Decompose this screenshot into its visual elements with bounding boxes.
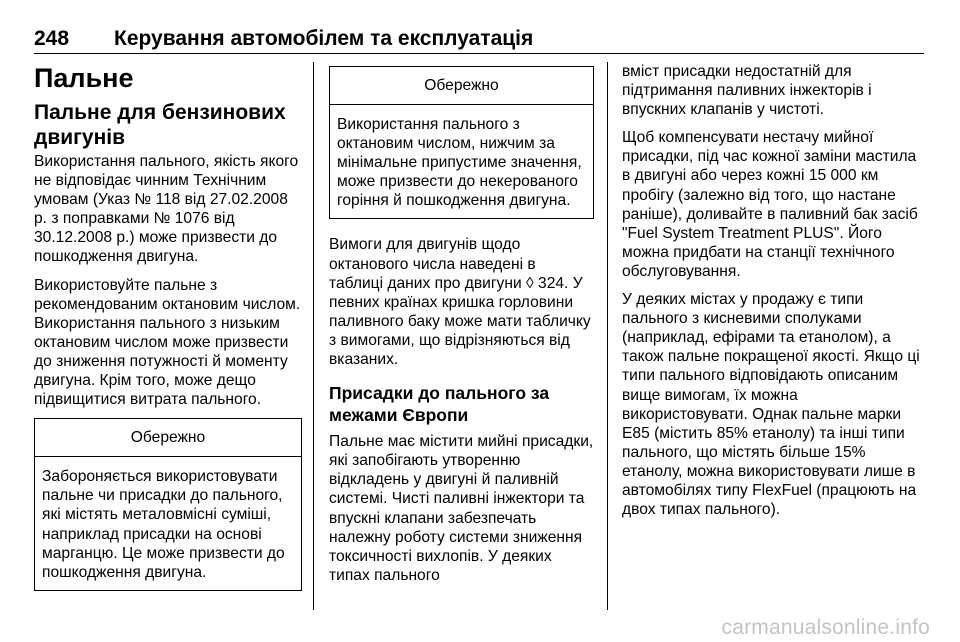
column-divider-2 xyxy=(607,62,608,610)
subsection-title-petrol: Пальне для бензинових двигунів xyxy=(34,101,286,149)
section-title: Пальне xyxy=(34,63,134,93)
caution-title: Обережно xyxy=(424,77,499,94)
caution-text: Забороняється використовувати пальне чи присадки до пального, які містять металовмісні суміші, наприклад присадки на основі марганцю. Це може призвести до пошкодження двигуна. xyxy=(42,468,285,581)
caution-title: Обережно xyxy=(130,429,206,447)
watermark: carmanualsonline.info xyxy=(721,616,930,639)
page-number: 248 xyxy=(34,27,70,50)
column-2 xyxy=(329,62,594,594)
column-1 xyxy=(34,62,302,591)
subsection-title-additives: Присадки до пального за межами Європи xyxy=(329,383,550,426)
page-header xyxy=(34,22,924,56)
column-divider-1 xyxy=(313,62,314,610)
caution-box xyxy=(34,418,302,591)
header-rule xyxy=(34,53,924,54)
paragraph: Використання пального, якість якого не відповідає чинним Технічним умовам (Указ № 118 від 27.02.2008 р. з поправками № 1076 від 30.12.2008 р.) може призвести до пошкодження двигуна. xyxy=(34,153,299,266)
paragraph: Пальне має містити мийні присадки, які запобігають утворенню відкладень у двигуні й паливній системі. Чисті паливні інжектори та впускні клапани забезпечать належну роботу системи зниження токсичності вихлопів. У деяких типах пального xyxy=(329,433,594,584)
chapter-title: Керування автомобілем та експлуатація xyxy=(114,27,534,50)
paragraph: Щоб компенсувати нестачу мийної присадки, під час кожної заміни мастила в двигуні або через кожні 15 000 км пробігу (залежно від того, що настане раніше), доливайте в паливний бак засіб "Fuel System Treatment PLUS". Його можна придбати на станції технічного обслуговування. xyxy=(622,129,918,280)
caution-box xyxy=(329,66,594,219)
paragraph: Використовуйте пальне з рекомендованим октановим числом. Використання пального з низьким октановим числом може призвести до зниження потужності й моменту двигуна. Крім того, може дещо підвищитися витрата пального. xyxy=(34,276,301,409)
caution-text: Використання пального з октановим числом, нижчим за мінімальне припустиме значення, може призвести до некерованого горіння й пошкодження двигуна. xyxy=(337,116,582,210)
paragraph: Вимоги для двигунів щодо октанового числа наведені в таблиці даних про двигуни ◊ 324. У певних країнах кришка горловини паливного баку може мати табличку з вимогами, що відрізняються від вказаних. xyxy=(329,236,591,369)
column-3 xyxy=(622,62,922,528)
paragraph: вміст присадки недостатній для підтримання паливних інжекторів і впускних клапанів у чистоті. xyxy=(622,63,872,119)
paragraph: У деяких містах у продажу є типи пального з кисневими сполуками (наприклад, ефірами та етанолом), а також пальне покращеної якості. Якщо ці типи пального відповідають описаним вище вимогам, їх можна використовувати. Однак пальне марки E85 (містить 85% етанолу) та інші типи пального, що містять більше 15% етанолу, можна використовувати лише в автомобілях типу FlexFuel (працюють на двох типах пального). xyxy=(622,291,920,519)
